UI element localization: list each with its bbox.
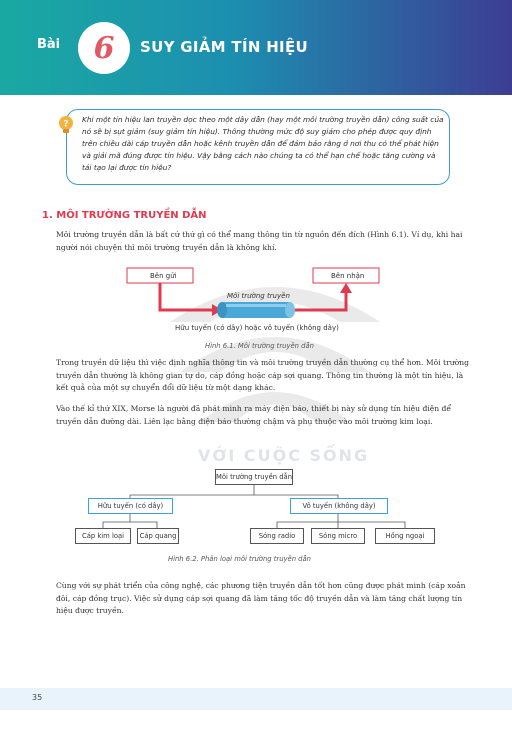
tree-root-node: Môi trường truyền dẫn — [215, 469, 293, 485]
lesson-title: SUY GIẢM TÍN HIỆU — [140, 38, 308, 56]
tree-leaf-infrared: Hồng ngoại — [375, 528, 435, 544]
watermark-text: VỚI CUỘC SỐNG — [198, 446, 370, 465]
intro-question-text: Khi một tín hiệu lan truyền dọc theo một dây dẫn (hay một môi trường truyền dẫn) công suất của nó sẽ bị sụt giảm (suy giảm tín hiệu). Thông thường mức độ suy giảm cho phép được quy định trên chiều dài cáp truyền dẫn hoặc kênh truyền dẫn để đảm bảo rằng ở nơi thu có thể phát hiện và giải mã đúng được tín hiệu. Vậy bằng cách nào chúng ta có thể hạn chế hoặc tăng cường và tái tạo lại được tín hiệu? — [82, 115, 444, 172]
tree-leaf-metal-cable: Cáp kim loại — [75, 528, 131, 544]
tree-leaf-microwave: Sóng micro — [311, 528, 365, 544]
tree-leaf-optical-cable: Cáp quang — [137, 528, 179, 544]
page-number: 35 — [32, 693, 43, 702]
lesson-number: 6 — [93, 30, 115, 66]
lesson-word: Bài — [37, 37, 61, 52]
tree-node-wired: Hữu tuyến (có dây) — [88, 498, 173, 514]
figure-caption: Hình 6.2. Phân loại môi trường truyền dẫn — [168, 555, 311, 563]
tree-leaf-radio-wave: Sóng radio — [250, 528, 304, 544]
paragraph: Trong truyền dữ liệu thì việc định nghĩa thông tin và môi trường truyền dẫn thường cụ thể hơn. Môi trường truyền dẫn thường là không gian tự do, cáp đồng hoặc cáp sợi quang. Thông tin thường là một tín hiệu, là kết quả của một sự chuyển đổi dữ liệu từ một dạng khác. — [56, 358, 469, 392]
receiver-label: Bên nhận — [331, 272, 365, 280]
figure-caption: Hình 6.1. Môi trường truyền dẫn — [205, 342, 314, 350]
svg-text:?: ? — [63, 119, 69, 130]
footer-strip — [0, 688, 512, 710]
tree-node-wireless: Vô tuyến (không dây) — [290, 498, 388, 514]
sender-label: Bên gửi — [150, 272, 177, 280]
medium-description: Hữu tuyến (có dây) hoặc vô tuyến (không dây) — [175, 324, 339, 332]
medium-label: Môi trường truyền — [227, 292, 290, 300]
paragraph: Cùng với sự phát triển của công nghệ, các phương tiện truyền dẫn tốt hơn cũng được phát minh (cáp xoắn đôi, cáp đồng trục). Việc sử dụng cáp sợi quang đã làm tăng tốc độ truyền dẫn và làm tăng chất lượng tín hiệu được truyền. — [56, 581, 466, 615]
paragraph: Vào thế kỉ thứ XIX, Morse là người đã phát minh ra máy điện báo, thiết bị này sử dụng tín hiệu điện để truyền dẫn đường dài. Liên lạc bằng điện báo thường chậm và phụ thuộc vào môi trường kim loại. — [56, 404, 452, 426]
paragraph: Môi trường truyền dẫn là bất cứ thứ gì có thể mang thông tin từ nguồn đến đích (Hình 6.1). Ví dụ, khi hai người nói chuyện thì môi trường truyền dẫn là không khí. — [56, 230, 463, 252]
section-heading: 1. MÔI TRƯỜNG TRUYỀN DẪN — [42, 210, 207, 221]
